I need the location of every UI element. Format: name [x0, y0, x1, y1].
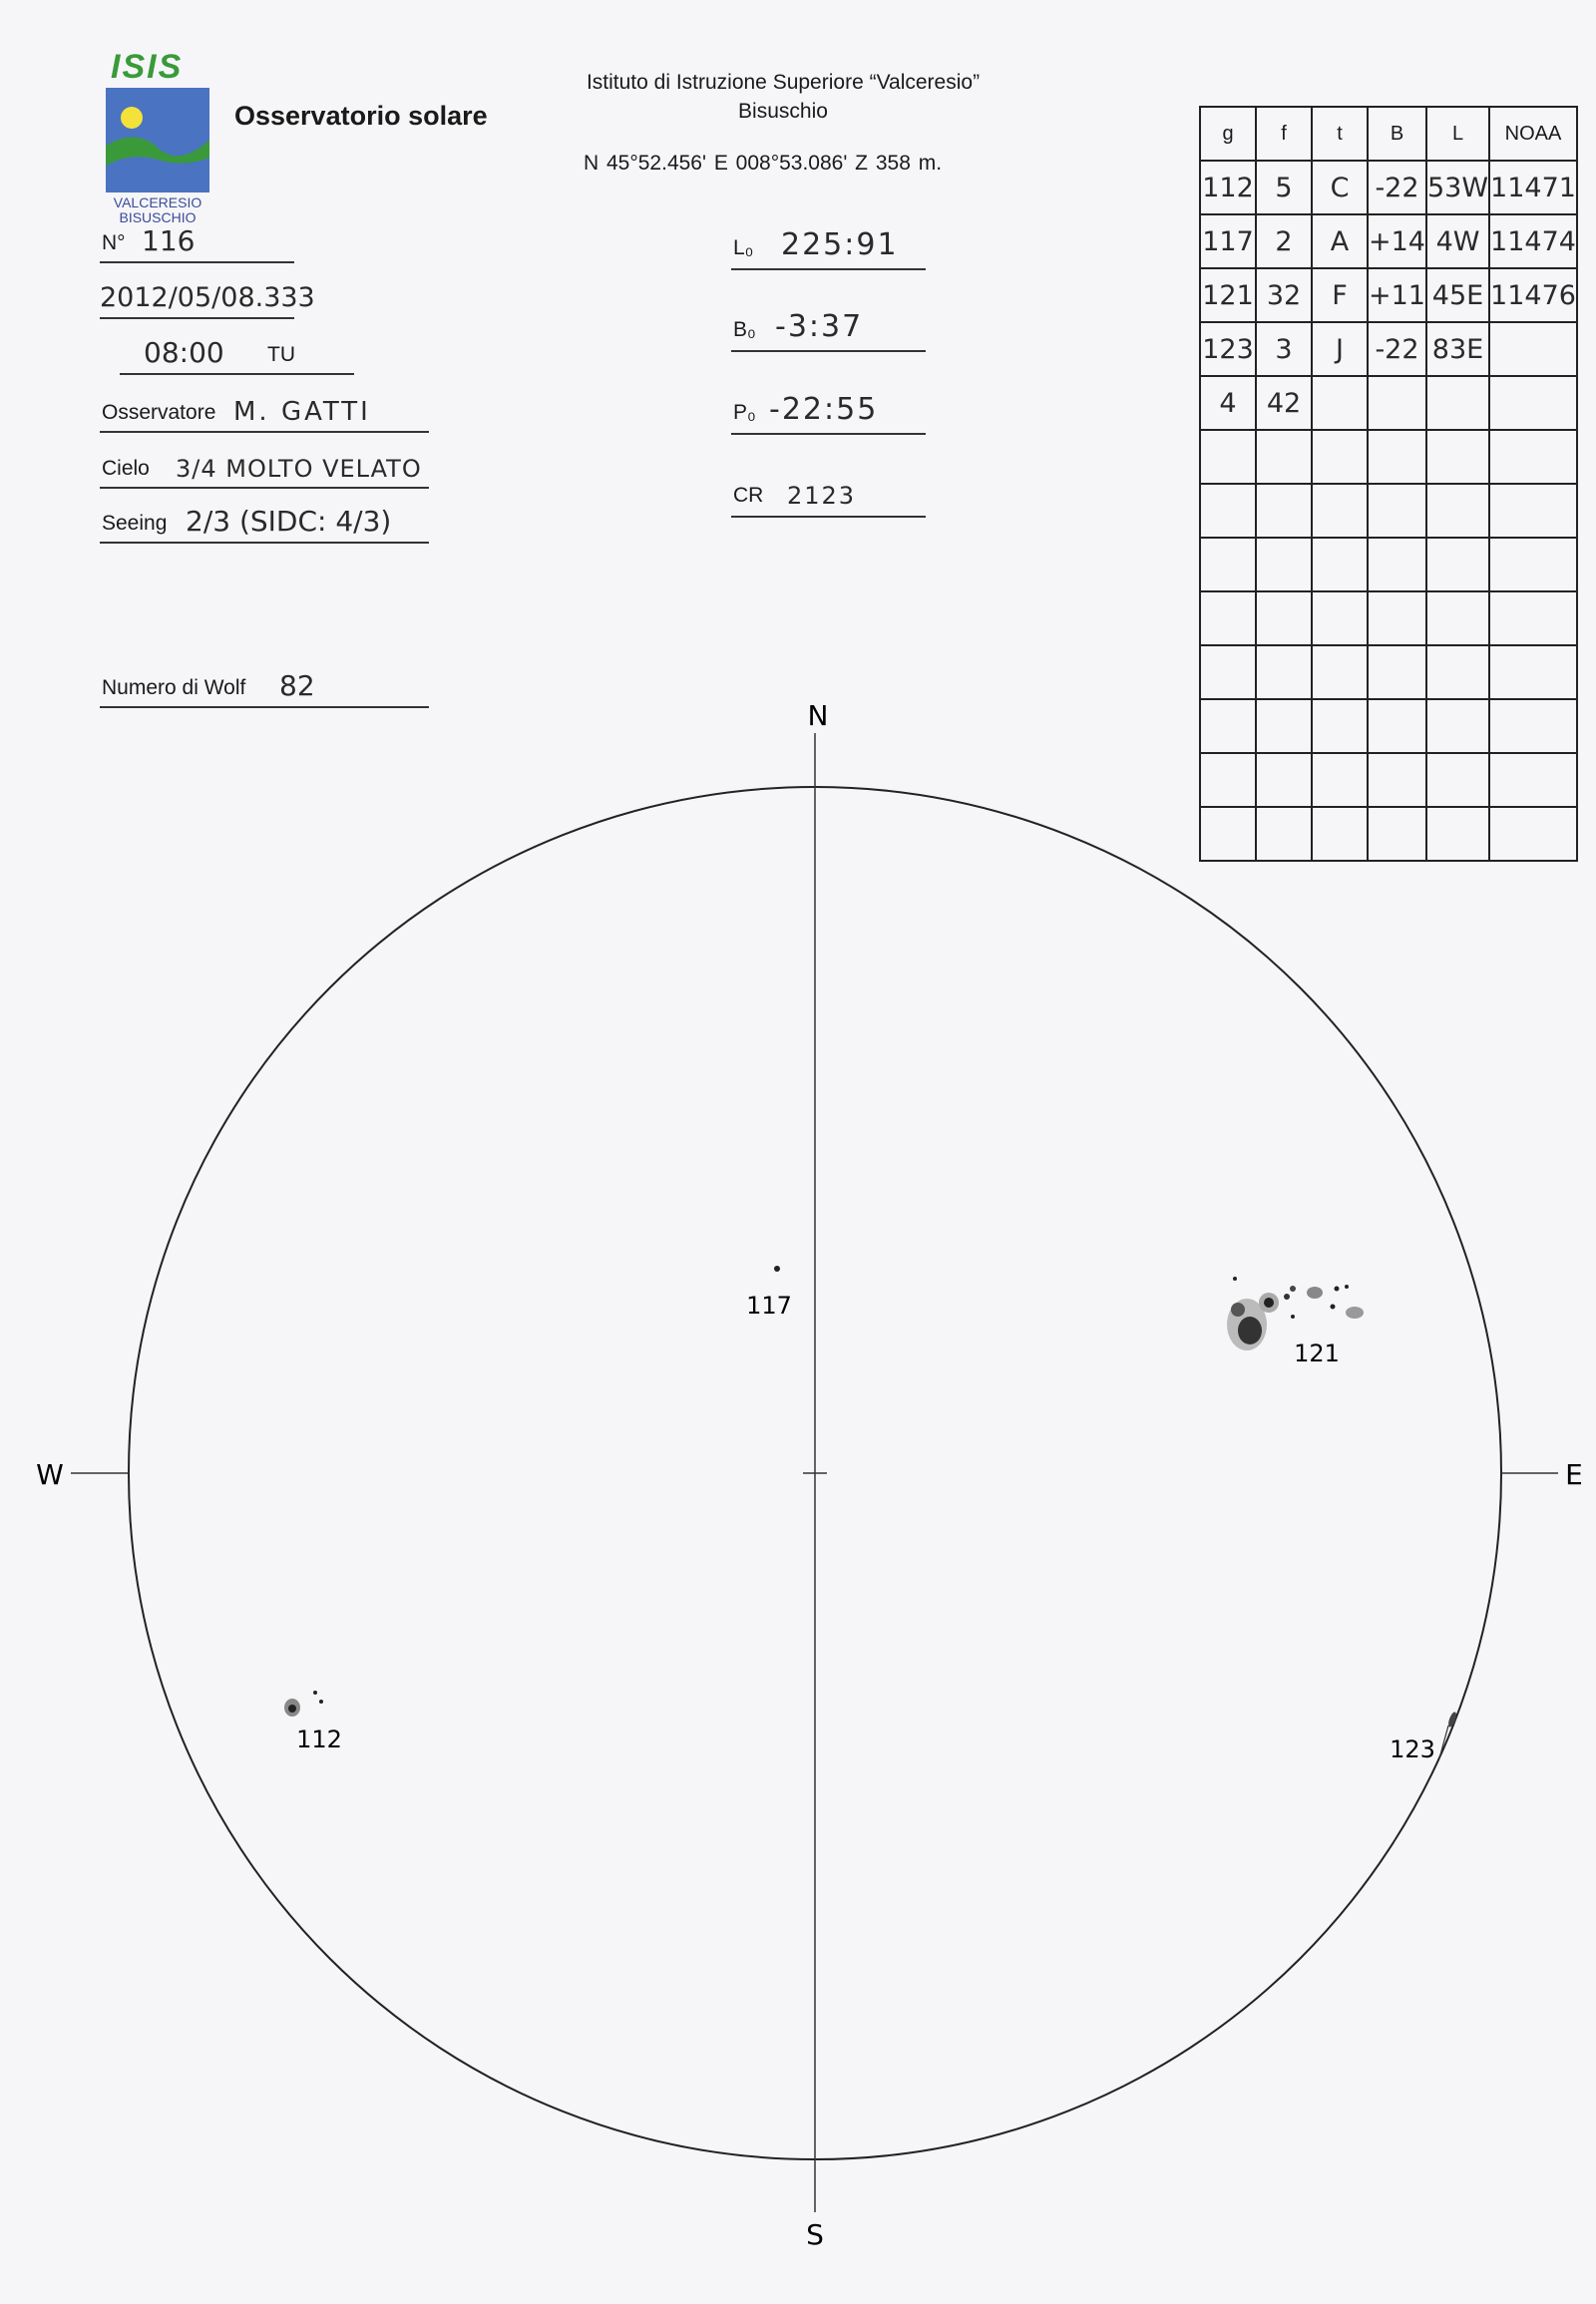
- observation-number-value: 116: [142, 224, 196, 257]
- east-label: E: [1565, 1458, 1583, 1491]
- table-cell[interactable]: +14: [1368, 214, 1426, 268]
- group-label-123: 123: [1390, 1735, 1435, 1763]
- wolf-number-value: 82: [279, 669, 315, 702]
- table-cell[interactable]: 5: [1256, 161, 1312, 214]
- table-cell[interactable]: +11: [1368, 268, 1426, 322]
- table-cell[interactable]: 11474: [1489, 214, 1577, 268]
- sky-label: Cielo: [102, 457, 150, 480]
- table-cell[interactable]: J: [1312, 322, 1368, 376]
- table-cell[interactable]: 83E: [1426, 322, 1489, 376]
- table-cell[interactable]: A: [1312, 214, 1368, 268]
- table-cell[interactable]: 11476: [1489, 268, 1577, 322]
- column-header: g: [1200, 107, 1256, 161]
- table-cell[interactable]: 45E: [1426, 268, 1489, 322]
- west-label: W: [36, 1458, 64, 1491]
- group-label-121: 121: [1294, 1340, 1340, 1367]
- table-cell[interactable]: 11471: [1489, 161, 1577, 214]
- time-unit-label: TU: [267, 343, 295, 366]
- cr-label: CR: [733, 484, 764, 507]
- table-cell[interactable]: 3: [1256, 322, 1312, 376]
- column-header: L: [1426, 107, 1489, 161]
- table-cell[interactable]: 117: [1200, 214, 1256, 268]
- table-cell[interactable]: 121: [1200, 268, 1256, 322]
- seeing-label: Seeing: [102, 512, 168, 535]
- site-coordinates: N 45°52.456' E 008°53.086' Z 358 m.: [584, 152, 943, 175]
- table-cell[interactable]: C: [1312, 161, 1368, 214]
- table-cell[interactable]: 112: [1200, 161, 1256, 214]
- group-label-112: 112: [296, 1726, 342, 1753]
- column-header: B: [1368, 107, 1426, 161]
- table-cell[interactable]: 42: [1256, 376, 1312, 430]
- table-cell[interactable]: 53W: [1426, 161, 1489, 214]
- table-cell[interactable]: -22: [1368, 322, 1426, 376]
- table-cell[interactable]: 32: [1256, 268, 1312, 322]
- column-header: t: [1312, 107, 1368, 161]
- p0-value: -22:55: [769, 392, 879, 427]
- l0-label: L₀: [733, 236, 754, 259]
- group-label-117: 117: [746, 1292, 792, 1320]
- table-cell[interactable]: 2: [1256, 214, 1312, 268]
- south-label: S: [806, 2218, 824, 2251]
- cr-value: 2123: [787, 482, 857, 510]
- column-header: NOAA: [1489, 107, 1577, 161]
- sunspot-117: [774, 1266, 780, 1272]
- observatory-title: Osservatorio solare: [234, 101, 488, 131]
- institute-name: Istituto di Istruzione Superiore “Valceresio” Bisuschio: [586, 71, 981, 123]
- b0-value: -3:37: [775, 309, 864, 344]
- table-cell[interactable]: -22: [1368, 161, 1426, 214]
- table-cell[interactable]: F: [1312, 268, 1368, 322]
- b0-label: B₀: [733, 318, 756, 341]
- logo-text: ISIS: [111, 48, 184, 86]
- wolf-number-label: Numero di Wolf: [102, 676, 246, 699]
- table-cell[interactable]: 123: [1200, 322, 1256, 376]
- table-cell[interactable]: 4W: [1426, 214, 1489, 268]
- observer-value: M. GATTI: [233, 397, 371, 427]
- seeing-value: 2/3 (SIDC: 4/3): [186, 505, 392, 538]
- observer-label: Osservatore: [102, 401, 216, 424]
- p0-label: P₀: [733, 401, 756, 424]
- time-value: 08:00: [144, 336, 224, 369]
- observation-number-label: N°: [102, 231, 126, 254]
- sky-value: 3/4 MOLTO VELATO: [176, 455, 422, 483]
- table-cell[interactable]: 4: [1200, 376, 1256, 430]
- north-label: N: [807, 699, 829, 732]
- logo-caption: VALCERESIO BISUSCHIO: [113, 194, 202, 225]
- sunspot-group-112: [284, 1691, 323, 1717]
- date-value: 2012/05/08.333: [100, 282, 315, 313]
- l0-value: 225:91: [781, 227, 899, 262]
- column-header: f: [1256, 107, 1312, 161]
